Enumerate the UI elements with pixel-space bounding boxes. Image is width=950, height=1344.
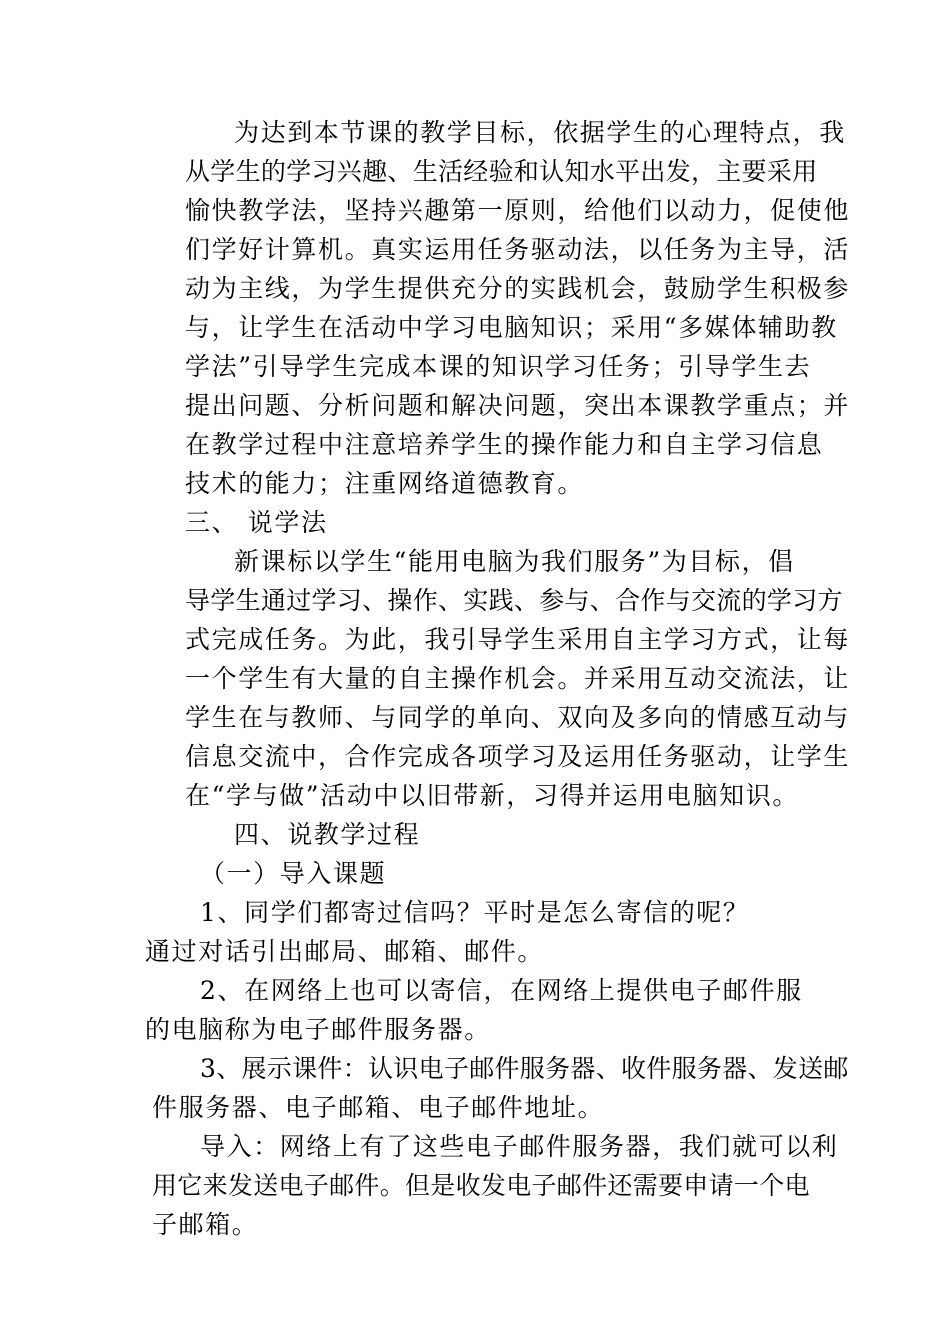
text-line: 提出问题、分析问题和解决问题，突出本课教学重点；并 [185, 391, 851, 420]
section-3-heading: 三、 说学法 [185, 508, 328, 537]
text-line: 一个学生有大量的自主操作机会。并采用互动交流法，让 [185, 664, 851, 693]
text-line: 式完成任务。为此，我引导学生采用自主学习方式，让每 [185, 625, 851, 654]
text-line: 的电脑称为电子邮件服务器。 [145, 1015, 491, 1044]
text-line: 子邮箱。 [152, 1210, 259, 1239]
text-line: 学生在与教师、与同学的单向、双向及多向的情感互动与 [185, 703, 851, 732]
text-line: 导学生通过学习、操作、实践、参与、合作与交流的学习方 [185, 586, 843, 615]
text-line: 动为主线，为学生提供充分的实践机会，鼓励学生积极参 [185, 274, 851, 303]
text-line: 为达到本节课的教学目标，依据学生的心理特点，我 [234, 118, 846, 147]
text-line: 3、展示课件：认识电子邮件服务器、收件服务器、发送邮 [200, 1054, 849, 1083]
text-line: 信息交流中，合作完成各项学习及运用任务驱动，让学生 [185, 742, 851, 771]
text-line: 通过对话引出邮局、邮箱、邮件。 [145, 937, 545, 966]
subsection-1-heading: （一）导入课题 [200, 859, 387, 888]
text-line: 在“学与做”活动中以旧带新，习得并运用电脑知识。 [185, 781, 799, 810]
text-line: 用它来发送电子邮件。但是收发电子邮件还需要申请一个电 [152, 1171, 810, 1200]
text-line: 在教学过程中注意培养学生的操作能力和自主学习信息 [185, 430, 824, 459]
text-line: 们学好计算机。真实运用任务驱动法，以任务为主导，活 [185, 235, 851, 264]
text-line: 件服务器、电子邮箱、电子邮件地址。 [152, 1093, 605, 1122]
text-line: 与，让学生在活动中学习电脑知识；采用“多媒体辅助教 [185, 313, 838, 342]
text-line: 技术的能力；注重网络道德教育。 [185, 469, 585, 498]
text-line: 愉快教学法，坚持兴趣第一原则，给他们以动力，促使他 [185, 196, 851, 225]
text-line: 2、在网络上也可以寄信，在网络上提供电子邮件服 [200, 976, 803, 1005]
text-line: 新课标以学生“能用电脑为我们服务”为目标，倡 [234, 547, 795, 576]
section-4-heading: 四、说教学过程 [234, 820, 421, 849]
text-line: 导入：网络上有了这些电子邮件服务器，我们就可以利 [200, 1132, 839, 1161]
text-line: 从学生的学习兴趣、生活经验和认知水平出发，主要采用 [185, 157, 818, 186]
text-line: 学法”引导学生完成本课的知识学习任务；引导学生去 [185, 352, 812, 381]
text-line: 1、同学们都寄过信吗？平时是怎么寄信的呢？ [200, 898, 750, 927]
